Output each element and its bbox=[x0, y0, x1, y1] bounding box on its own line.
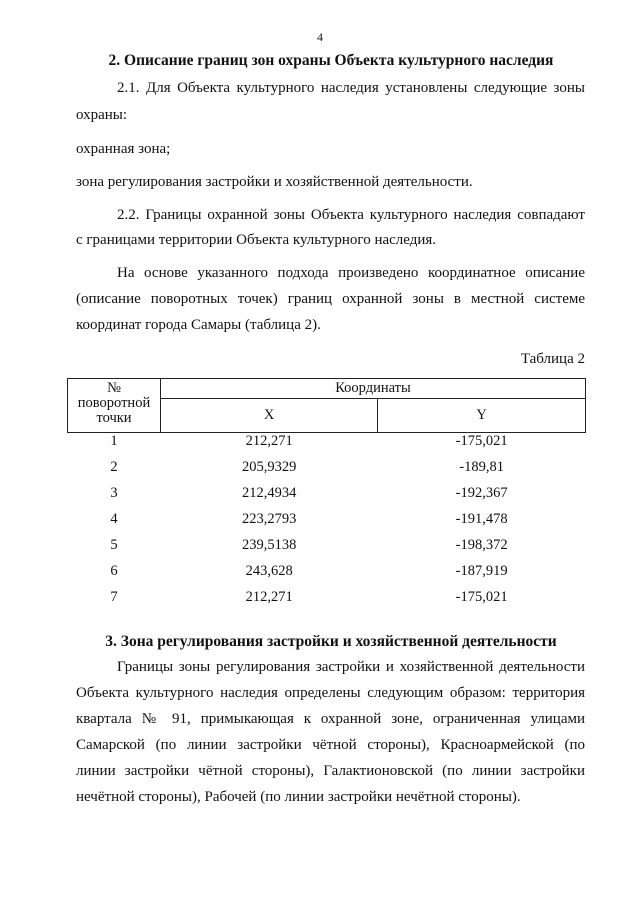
column-header-y: Y bbox=[378, 399, 586, 433]
table-caption: Таблица 2 bbox=[520, 351, 585, 367]
y-value: -175,021 bbox=[455, 589, 508, 605]
x-value: 243,628 bbox=[245, 563, 293, 579]
point-number: 4 bbox=[110, 511, 118, 527]
page-number: 4 bbox=[317, 30, 323, 44]
table-row bbox=[68, 589, 586, 615]
y-value: -189,81 bbox=[459, 459, 504, 475]
y-value: -191,478 bbox=[455, 511, 508, 527]
paragraph-2-1-line-1: 2.1. Для Объекта культурного наследия установлены следующие зоны bbox=[117, 80, 585, 96]
y-value: -187,919 bbox=[455, 563, 508, 579]
paragraph-coords-line-1: На основе указанного подхода произведено координатное описание bbox=[117, 265, 585, 281]
column-header-num-sign: № bbox=[107, 380, 121, 396]
point-number: 5 bbox=[110, 537, 118, 553]
paragraph-coords-line-2: (описание поворотных точек) границ охранной зоны в местной системе bbox=[76, 291, 585, 307]
column-header-num-points: точки bbox=[96, 410, 132, 426]
x-value: 239,5138 bbox=[241, 537, 297, 553]
section-3-heading: 3. Зона регулирования застройки и хозяйственной деятельности bbox=[105, 633, 557, 650]
column-header-num-word: поворотной bbox=[77, 395, 151, 411]
y-value: -198,372 bbox=[455, 537, 508, 553]
paragraph-2-2-line-1: 2.2. Границы охранной зоны Объекта культурного наследия совпадают bbox=[117, 207, 585, 223]
paragraph-3-line-5: линии застройки чётной стороны), Галактионовской (по линии застройки bbox=[76, 763, 585, 779]
point-number: 3 bbox=[110, 485, 118, 501]
table-row bbox=[68, 537, 586, 563]
x-value: 223,2793 bbox=[241, 511, 297, 527]
table-row bbox=[68, 433, 586, 460]
x-value: 212,4934 bbox=[241, 485, 297, 501]
point-number: 2 bbox=[110, 459, 118, 475]
paragraph-2-1-line-2: охраны: bbox=[76, 107, 128, 123]
x-value: 212,271 bbox=[245, 433, 293, 449]
table-row bbox=[68, 459, 586, 485]
table-row bbox=[68, 563, 586, 589]
table-row bbox=[68, 485, 586, 511]
zone-item-regulation: зона регулирования застройки и хозяйственной деятельности. bbox=[76, 174, 473, 190]
y-value: -192,367 bbox=[455, 485, 508, 501]
point-number: 6 bbox=[110, 563, 118, 579]
column-header-point-number bbox=[68, 379, 161, 433]
coordinates-table bbox=[67, 378, 586, 615]
zone-item-protection: охранная зона; bbox=[76, 141, 171, 157]
column-header-x: X bbox=[161, 399, 378, 433]
table-row bbox=[68, 511, 586, 537]
x-value: 205,9329 bbox=[241, 459, 297, 475]
point-number: 1 bbox=[110, 433, 118, 449]
column-header-coordinates: Координаты bbox=[161, 379, 586, 399]
paragraph-3-line-1: Границы зоны регулирования застройки и хозяйственной деятельности bbox=[117, 659, 585, 675]
paragraph-3-line-6: нечётной стороны), Рабочей (по линии застройки нечётной стороны). bbox=[76, 789, 521, 805]
paragraph-coords-line-3: координат города Самары (таблица 2). bbox=[76, 317, 321, 333]
paragraph-3-line-3: квартала № 91, примыкающая к охранной зоне, ограниченная улицами bbox=[76, 711, 585, 727]
y-value: -175,021 bbox=[455, 433, 508, 449]
section-2-heading: 2. Описание границ зон охраны Объекта культурного наследия bbox=[108, 52, 554, 69]
point-number: 7 bbox=[110, 589, 118, 605]
x-value: 212,271 bbox=[245, 589, 293, 605]
paragraph-2-2-line-2: с границами территории Объекта культурного наследия. bbox=[76, 232, 437, 248]
paragraph-3-line-2: Объекта культурного наследия определены следующим образом: территория bbox=[76, 685, 585, 701]
paragraph-3-line-4: Самарской (по линии застройки чётной стороны), Красноармейской (по bbox=[76, 737, 585, 753]
